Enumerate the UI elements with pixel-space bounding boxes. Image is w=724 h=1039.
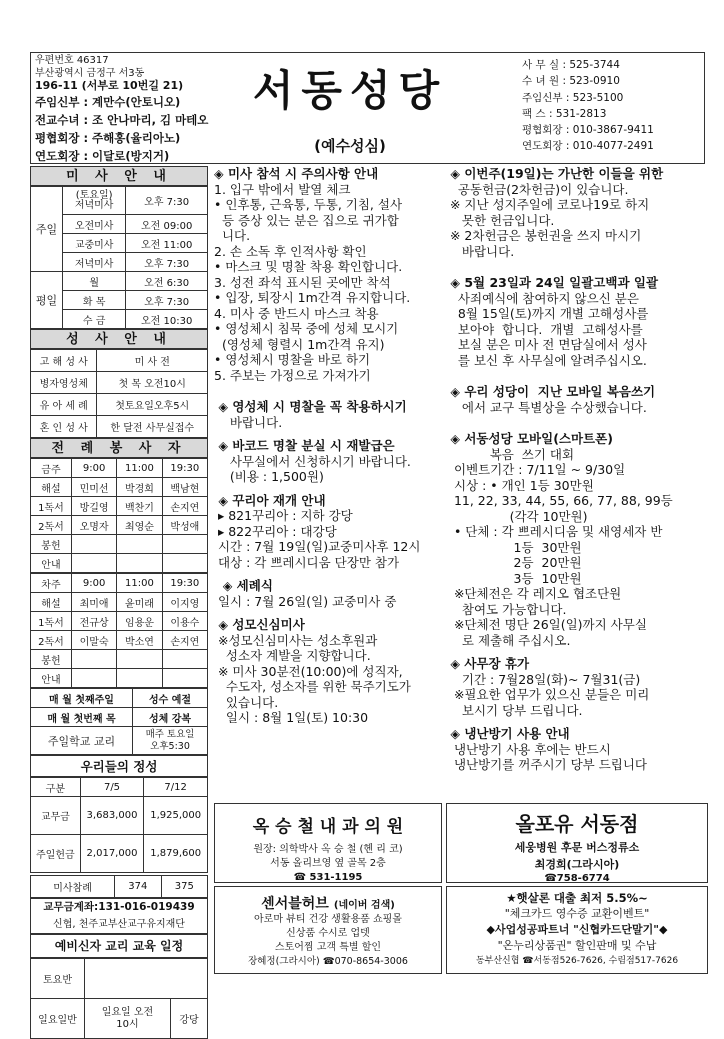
sinhyup-line4: "온누리상품권" 할인판매 및 수납 <box>497 939 657 952</box>
council-phone: 평협회장 : 010-3867-9411 <box>522 124 654 137</box>
table-row <box>31 516 208 535</box>
pastor: 주임신부 : 계만수(안토니오) <box>35 94 181 109</box>
table-row <box>31 478 208 497</box>
church-title: 서동성당 <box>252 66 448 115</box>
notice-line: 시상 : • 개인 1등 30만원 <box>446 477 594 493</box>
table-cell <box>71 554 116 573</box>
sacrament-title: 성 사 안 내 <box>30 329 208 349</box>
table-cell: 1독서 <box>31 612 72 631</box>
notice-line: (각각 10만원) <box>446 508 588 524</box>
attendance-table <box>30 875 208 898</box>
table-cell: 윤미래 <box>117 593 162 612</box>
account-holder: 신협, 천주교부산교구유지재단 <box>53 919 185 930</box>
table-row: 유 아 세 례 첫토요일오후5시 <box>31 394 208 416</box>
notice-line: 에서 교구 특별상을 수상했습니다. <box>446 399 647 415</box>
notice-line: ※성모신심미사는 성소후원과 <box>214 632 378 648</box>
table-cell: 11:00 <box>117 574 162 593</box>
table-row: 미사참례 374 375 <box>31 876 208 898</box>
table-cell: 금주 <box>31 459 72 478</box>
olpo-owner: 최경희(그라시아) <box>534 858 620 871</box>
postal-code: 우편번호 46317 <box>35 55 109 66</box>
notice-line: 5. 주보는 가정으로 가져가기 <box>214 367 371 383</box>
ad-sinhyup <box>446 886 708 974</box>
sacrament-table <box>30 349 208 438</box>
yeondo-president: 연도회장 : 이달로(방지거) <box>35 148 170 163</box>
notice-line: 일시 : 7월 26일(일) 교중미사 중 <box>214 593 397 609</box>
notice-line <box>446 368 708 376</box>
table-cell <box>162 554 207 573</box>
notice-line: • 인후통, 근육통, 두통, 기침, 설사 <box>214 197 403 212</box>
sinhyup-contact: 동부산신협 ☎서동점526-7626, 수림점517-7626 <box>475 956 679 966</box>
table-cell <box>117 650 162 669</box>
table-cell: 19:30 <box>162 574 207 593</box>
table-cell <box>71 535 116 554</box>
table-cell: 19:30 <box>162 459 207 478</box>
notice-line: 11, 22, 33, 44, 55, 66, 77, 88, 99등 <box>446 493 673 508</box>
table-cell: 박경희 <box>117 478 162 497</box>
table-cell: 박소연 <box>117 631 162 650</box>
sinhyup-line2: "체크카드 영수증 교환이벤트" <box>504 907 650 920</box>
table-row: 구분 7/5 7/12 <box>31 778 208 797</box>
notice-line: 등 증상 있는 분은 집으로 귀가합 <box>214 212 399 228</box>
notice-line: (비용 : 1,500원) <box>214 469 324 484</box>
notice-line: 기간 : 7월28일(화)~ 7월31(금) <box>446 671 641 687</box>
table-row: 고 해 성 사 미 사 전 <box>31 350 208 372</box>
mass-title: 미 사 안 내 <box>30 166 208 186</box>
notice-line: • 영성체시 침묵 중에 성체 모시기 <box>214 321 399 336</box>
catechism-title: 예비신자 교리 교육 일정 <box>30 934 208 958</box>
notice-line: ▸ 822꾸리아 : 대강당 <box>214 523 337 539</box>
address-line2: 196-11 (서부로 10번길 21) <box>35 79 184 92</box>
notice-line: 보아야 합니다. 개별 고해성사를 <box>446 321 643 337</box>
table-row: 혼 인 성 사 한 달전 사무실접수 <box>31 416 208 438</box>
notice-line: 있습니다. <box>214 694 279 710</box>
notice-line: ※단체전은 각 레지오 협조단원 <box>446 586 622 601</box>
notice-line: 바랍니다. <box>446 243 515 259</box>
table-cell <box>71 669 116 688</box>
servers-table-this-week <box>30 458 208 573</box>
notice-line <box>446 423 708 431</box>
notice-line <box>446 718 708 726</box>
table-cell: 방길영 <box>71 497 116 516</box>
notice-line: 대상 : 각 쁘레시디움 단장만 참가 <box>214 554 400 570</box>
monthly-table <box>30 688 208 755</box>
table-row <box>31 497 208 516</box>
table-cell: 1독서 <box>31 497 72 516</box>
table-cell: 이지영 <box>162 593 207 612</box>
notice-line: (영성체 형렬시 1m간격 유지) <box>214 336 385 352</box>
table-cell <box>117 669 162 688</box>
yeondo-phone: 연도회장 : 010-4077-2491 <box>522 140 654 153</box>
ad-sensible-hub <box>214 886 442 974</box>
table-cell <box>117 554 162 573</box>
servers-table-next-week <box>30 573 208 688</box>
notice-line <box>446 648 708 656</box>
notice-line: • 단체 : 각 쁘레시디움 및 새영세자 반 <box>446 524 663 539</box>
notice-line: 바랍니다. <box>214 414 283 430</box>
olpo-title: 올포유 서동점 <box>515 812 639 836</box>
office-phone: 사 무 실 : 525-3744 <box>522 59 620 71</box>
notice-line: 수도자, 성소자를 위한 묵주기도가 <box>214 679 411 694</box>
hub-title: 센서블허브 <box>261 896 329 912</box>
table-cell <box>162 650 207 669</box>
mass-table <box>30 186 208 329</box>
table-row <box>31 535 208 554</box>
notice-line: ※ 지난 성지주일에 코로나19로 하지 <box>446 197 650 212</box>
servers-title: 전 례 봉 사 자 <box>30 438 208 458</box>
notice-line: 이벤트기간 : 7/11일 ~ 9/30일 <box>446 462 626 477</box>
table-cell: 안내 <box>31 669 72 688</box>
notice-line <box>446 267 708 275</box>
notice-line <box>214 391 442 399</box>
table-cell: 손지연 <box>162 497 207 516</box>
address-line1: 부산광역시 금정구 서3동 <box>35 67 145 79</box>
header-left <box>35 55 235 165</box>
table-cell: 오명자 <box>71 516 116 535</box>
notice-line: ◈ 우리 성당이 지난 모바일 복음쓰기 <box>446 384 656 399</box>
sisters: 전교수녀 : 조 안나마리, 김 마테오 <box>35 112 209 127</box>
notice-line <box>214 485 442 493</box>
notice-line: ▸ 821꾸리아 : 지하 강당 <box>214 508 353 523</box>
table-cell: 임용운 <box>117 612 162 631</box>
table-row: 화 목 오후 7:30 <box>31 291 208 310</box>
convent-phone: 수 녀 원 : 523-0910 <box>522 75 620 88</box>
table-cell: 2독서 <box>31 516 72 535</box>
clinic-location: 서동 올리브영 옆 골목 2층 <box>270 858 386 869</box>
header-right <box>522 57 702 155</box>
notice-line: 일시 : 8월 1일(토) 10:30 <box>214 710 369 725</box>
table-row <box>31 593 208 612</box>
table-cell <box>71 650 116 669</box>
table-row: 매 월 첫번째 목 성체 강복 <box>31 708 208 727</box>
notice-line: 못한 헌금입니다. <box>446 212 555 228</box>
notice-line: 참여도 가능합니다. <box>446 601 567 617</box>
notice-line: 8월 15일(토)까지 개별 고해성사를 <box>446 306 649 321</box>
notice-line: 니다. <box>214 228 251 243</box>
table-cell <box>117 535 162 554</box>
table-cell: 안내 <box>31 554 72 573</box>
olpo-phone: ☎758-6774 <box>544 873 610 884</box>
notice-line: ◈ 미사 참석 시 주의사항 안내 <box>214 166 379 181</box>
table-row: 평일 월 오전 6:30 <box>31 272 208 291</box>
notice-line: ※단체전 명단 26일(일)까지 사무실 <box>446 617 647 632</box>
notice-line: ◈ 사무장 휴가 <box>446 656 530 671</box>
notices-right <box>446 166 708 773</box>
table-cell <box>162 669 207 688</box>
ad-clinic <box>214 803 442 883</box>
table-cell: 봉헌 <box>31 650 72 669</box>
notice-line: 보시기 당부 드립니다. <box>446 702 583 718</box>
notice-line: 4. 미사 중 반드시 마스크 착용 <box>214 305 379 321</box>
notice-line: ◈ 5월 23일과 24일 일괄고백과 일괄 <box>446 275 659 290</box>
table-row <box>31 612 208 631</box>
notice-line <box>446 376 708 384</box>
notice-line: ◈ 이번주(19일)는 가난한 이들을 위한 <box>446 166 664 181</box>
notice-line: 성소자 계발을 지향합니다. <box>214 648 371 663</box>
notice-line <box>214 570 442 578</box>
notice-line <box>446 415 708 423</box>
ad-olpo <box>446 803 708 883</box>
notice-line: ◈ 냉난방기 사용 안내 <box>446 726 570 741</box>
hub-contact: 장혜정(그라시아) ☎070-8654-3006 <box>248 956 408 967</box>
sinhyup-line3: ◆사업성공파트너 "신협카드단말기"◆ <box>486 923 668 936</box>
notice-line <box>214 609 442 617</box>
notice-line: 보실 분은 미사 전 면담실에서 성사 <box>446 337 647 352</box>
table-row <box>31 459 208 478</box>
notice-line: 시간 : 7월 19일(일)교중미사후 12시 <box>214 539 421 554</box>
table-cell: 차주 <box>31 574 72 593</box>
table-cell: 최미애 <box>71 593 116 612</box>
pastor-phone: 주임신부 : 523-5100 <box>522 91 624 104</box>
notice-line: • 마스크 및 명찰 착용 확인합니다. <box>214 259 403 274</box>
offering-title: 우리들의 정성 <box>30 755 208 777</box>
notice-line: ※ 2차헌금은 봉헌권을 쓰지 마시기 <box>446 228 642 243</box>
table-cell: 2독서 <box>31 631 72 650</box>
notice-line: 냉난방기를 꺼주시기 당부 드립니다 <box>446 757 647 772</box>
table-row: 오전미사 오전 09:00 <box>31 215 208 234</box>
notice-line: 1등 30만원 <box>446 539 582 555</box>
table-row <box>31 650 208 669</box>
table-cell: 9:00 <box>71 459 116 478</box>
notice-line: ◈ 꾸리아 재개 안내 <box>214 492 326 508</box>
notice-line: • 입장, 퇴장시 1m간격 유지합니다. <box>214 290 411 305</box>
hub-line3: 스토어찜 고객 특별 할인 <box>274 942 382 953</box>
notice-line: • 영성체시 명찰을 바로 하기 <box>214 352 371 367</box>
sinhyup-line1: ★햇살론 대출 최저 5.5%~ <box>506 891 648 905</box>
sunday-label: 주일 <box>31 187 63 272</box>
weekday-label: 평일 <box>31 272 63 329</box>
table-row <box>31 669 208 688</box>
table-cell: 최영순 <box>117 516 162 535</box>
table-cell: 해설 <box>31 593 72 612</box>
notice-line: 1. 입구 밖에서 발열 체크 <box>214 181 351 197</box>
account-box <box>30 898 208 934</box>
notice-line: 공동헌금(2차헌금)이 있습니다. <box>446 181 629 197</box>
table-row: 병자영성체 첫 목 오전10시 <box>31 372 208 394</box>
table-cell: 손지연 <box>162 631 207 650</box>
table-row: 일요일반 일요일 오전 10시 강당 <box>31 999 208 1039</box>
hub-line2: 신상품 수시로 업뎃 <box>286 928 370 939</box>
table-cell: 9:00 <box>71 574 116 593</box>
table-row: 토요반 <box>31 959 208 999</box>
notice-line: ◈ 세례식 <box>214 578 273 593</box>
left-column <box>30 166 208 1039</box>
notice-line: 3. 성전 좌석 표시된 곳에만 착석 <box>214 274 391 290</box>
table-row: 교무금 3,683,000 1,925,000 <box>31 797 208 835</box>
notice-line: ◈ 서동성당 모바일(스마트폰) <box>446 431 613 446</box>
table-row: 주일학교 교리 매주 토요일 오후5:30 <box>31 727 208 755</box>
table-cell: 이말숙 <box>71 631 116 650</box>
catechism-table <box>30 958 208 1039</box>
notice-line: 로 제출해 주십시오. <box>446 632 571 648</box>
table-cell: 이용수 <box>162 612 207 631</box>
account-number: 교무금계좌:131-016-019439 <box>43 901 195 913</box>
notice-line: ◈ 바코드 명찰 분실 시 재발급은 <box>214 438 395 453</box>
notice-line: 를 보신 후 사무실에 알려주십시오. <box>446 352 647 368</box>
notice-line: 냉난방기 사용 후에는 반드시 <box>446 741 611 757</box>
clinic-title: 옥 승 철 내 과 의 원 <box>252 817 404 837</box>
table-cell: 해설 <box>31 478 72 497</box>
notice-line: ※ 미사 30분전(10:00)에 성직자, <box>214 663 403 679</box>
table-cell: 11:00 <box>117 459 162 478</box>
table-cell: 민미선 <box>71 478 116 497</box>
hub-line1: 아로마 뷰티 건강 생활용품 쇼핑몰 <box>254 914 402 925</box>
table-row: 매 월 첫째주일 성수 예절 <box>31 689 208 708</box>
notice-line: 사죄예식에 참여하지 않으신 분은 <box>446 290 639 306</box>
notice-line: 복음 쓰기 대회 <box>446 446 575 462</box>
notices-middle <box>214 166 442 726</box>
notice-line: 2등 20만원 <box>446 555 582 570</box>
notice-line: 사무실에서 신청하시기 바랍니다. <box>214 453 411 469</box>
notice-line: 2. 손 소독 후 인적사항 확인 <box>214 243 367 259</box>
notice-line: 3등 10만원 <box>446 570 582 586</box>
council-president: 평협회장 : 주해홍(율리아노) <box>35 130 181 145</box>
table-row: 수 금 오전 10:30 <box>31 310 208 329</box>
notice-line: ◈ 성모신심미사 <box>214 617 305 632</box>
table-row <box>31 554 208 573</box>
notice-line: ◈ 영성체 시 명찰을 꼭 착용하시기 <box>214 399 407 414</box>
table-row <box>31 631 208 650</box>
table-row: 저녁미사 오후 7:30 <box>31 253 208 272</box>
table-cell: 백남현 <box>162 478 207 497</box>
table-row: 주일 (토요일) 저녁미사 오후 7:30 <box>31 187 208 215</box>
clinic-director: 원장: 의학박사 옥 승 철 (헨 리 코) <box>253 844 403 855</box>
table-row <box>31 574 208 593</box>
olpo-location: 세웅병원 후문 버스정류소 <box>514 841 640 854</box>
notice-line: ※필요한 업무가 있으신 분들은 미리 <box>446 687 650 702</box>
table-cell: 전규상 <box>71 612 116 631</box>
table-cell: 박성애 <box>162 516 207 535</box>
table-cell: 봉헌 <box>31 535 72 554</box>
offering-table <box>30 777 208 873</box>
clinic-phone: ☎ 531-1195 <box>293 872 363 883</box>
table-cell <box>162 535 207 554</box>
table-row: 주일헌금 2,017,000 1,879,600 <box>31 835 208 873</box>
notice-line <box>446 259 708 267</box>
notice-line <box>214 430 442 438</box>
notice-line <box>214 383 442 391</box>
table-row: 교중미사 오전 11:00 <box>31 234 208 253</box>
table-cell: 백찬기 <box>117 497 162 516</box>
hub-subtitle: (네이버 검색) <box>333 900 395 911</box>
church-subtitle: (예수성심) <box>314 137 386 155</box>
fax: 팩 스 : 531-2813 <box>522 107 607 120</box>
